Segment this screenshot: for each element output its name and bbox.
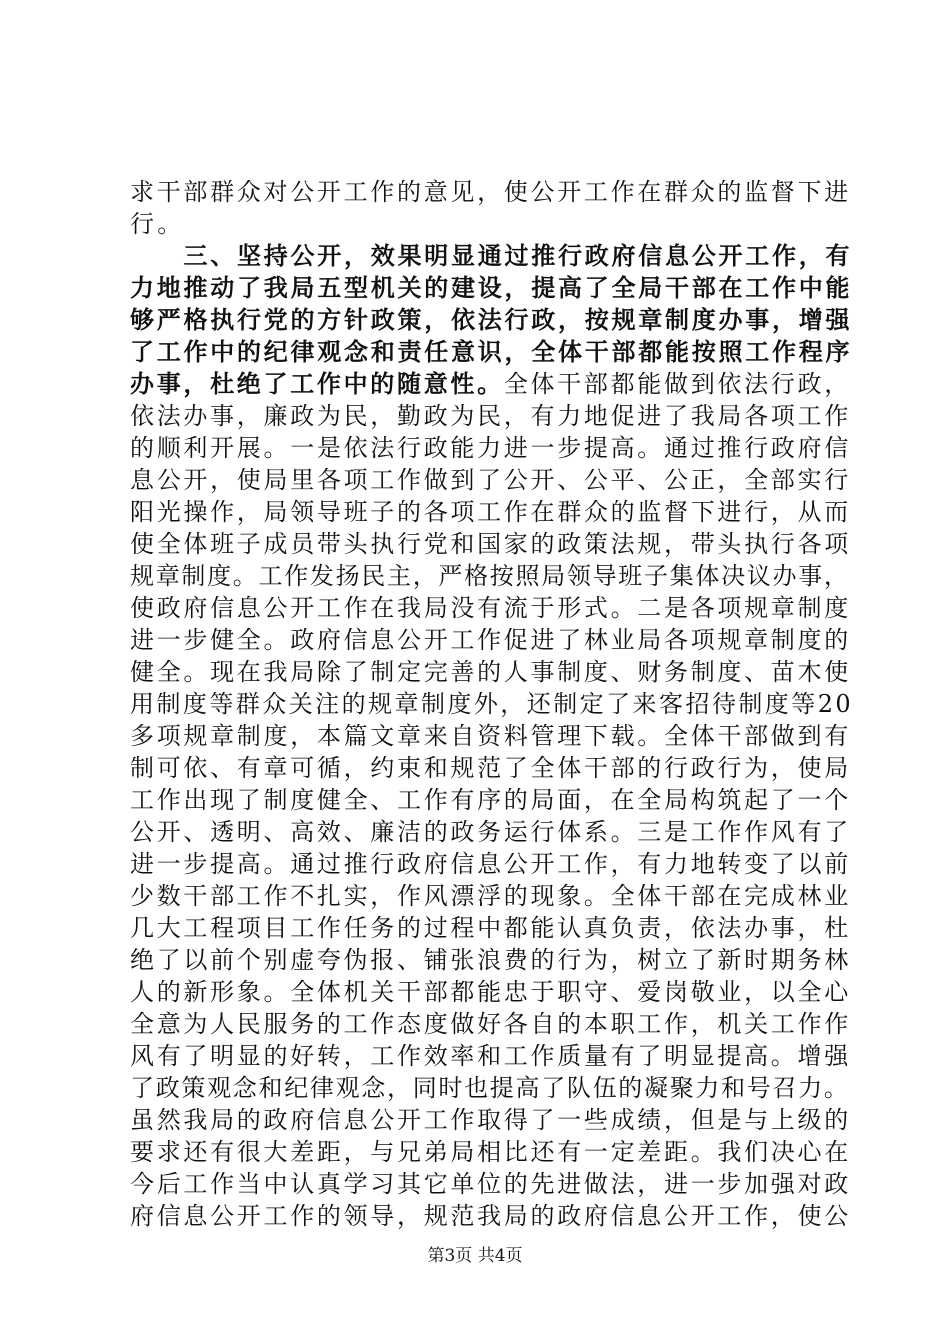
text-line: 使政府信息公开工作在我局没有流于形式。二是各项规章制度 [130, 594, 851, 622]
bold-text-segment: 办事，杜绝了工作中的随意性。 [130, 370, 504, 398]
text-line: 进一步提高。通过推行政府信息公开工作，有力地转变了以前 [130, 850, 851, 878]
text-line: 绝了以前个别虚夸伪报、铺张浪费的行为，树立了新时期务林 [130, 946, 851, 974]
mixed-text-line [130, 368, 850, 400]
text-line: 行。 [130, 210, 185, 238]
text-line: 公开、透明、高效、廉洁的政务运行体系。三是工作作风有了 [130, 818, 851, 846]
heading-line: 三、坚持公开，效果明显通过推行政府信息公开工作，有 [130, 242, 853, 270]
text-line: 阳光操作，局领导班子的各项工作在群众的监督下进行，从而 [130, 498, 851, 526]
text-line: 府信息公开工作的领导，规范我局的政府信息公开工作，使公 [130, 1202, 851, 1230]
text-line: 要求还有很大差距，与兄弟局相比还有一定差距。我们决心在 [130, 1138, 851, 1166]
text-line: 息公开，使局里各项工作做到了公开、公平、公正，全部实行 [130, 466, 851, 494]
text-line: 了政策观念和纪律观念，同时也提高了队伍的凝聚力和号召力。 [130, 1074, 850, 1102]
text-line: 用制度等群众关注的规章制度外，还制定了来客招待制度等20 [130, 690, 854, 718]
text-line: 的顺利开展。一是依法行政能力进一步提高。通过推行政府信 [130, 434, 851, 462]
text-line: 风有了明显的好转，工作效率和工作质量有了明显提高。增强 [130, 1042, 851, 1070]
text-line: 制可依、有章可循，约束和规范了全体干部的行政行为，使局 [130, 754, 851, 782]
text-line: 依法办事，廉政为民，勤政为民，有力地促进了我局各项工作 [130, 402, 851, 430]
text-line: 少数干部工作不扎实，作风漂浮的现象。全体干部在完成林业 [130, 882, 851, 910]
text-line: 多项规章制度，本篇文章来自资料管理下载。全体干部做到有 [130, 722, 851, 750]
bold-text-line: 力地推动了我局五型机关的建设，提高了全局干部在工作中能 [130, 274, 853, 302]
bold-text-line: 够严格执行党的方针政策，依法行政，按规章制度办事，增强 [130, 306, 853, 334]
text-line: 工作出现了制度健全、工作有序的局面，在全局构筑起了一个 [130, 786, 851, 814]
text-line: 今后工作当中认真学习其它单位的先进做法，进一步加强对政 [130, 1170, 851, 1198]
text-line: 使全体班子成员带头执行党和国家的政策法规，带头执行各项 [130, 530, 851, 558]
text-line: 虽然我局的政府信息公开工作取得了一些成绩，但是与上级的 [130, 1106, 851, 1134]
text-line: 规章制度。工作发扬民主，严格按照局领导班子集体决议办事， [130, 562, 850, 590]
text-segment: 全体干部都能做到依法行政， [503, 370, 851, 398]
page-number-footer: 第3页 共4页 [427, 1246, 523, 1266]
text-line: 健全。现在我局除了制定完善的人事制度、财务制度、苗木使 [130, 658, 851, 686]
text-line: 进一步健全。政府信息公开工作促进了林业局各项规章制度的 [130, 626, 851, 654]
bold-text-line: 了工作中的纪律观念和责任意识，全体干部都能按照工作程序 [130, 338, 853, 366]
text-line: 几大工程项目工作任务的过程中都能认真负责，依法办事，杜 [130, 914, 851, 942]
text-line: 求干部群众对公开工作的意见，使公开工作在群众的监督下进 [130, 178, 851, 206]
text-line: 全意为人民服务的工作态度做好各自的本职工作，机关工作作 [130, 1010, 851, 1038]
text-line: 人的新形象。全体机关干部都能忠于职守、爱岗敬业，以全心 [130, 978, 851, 1006]
